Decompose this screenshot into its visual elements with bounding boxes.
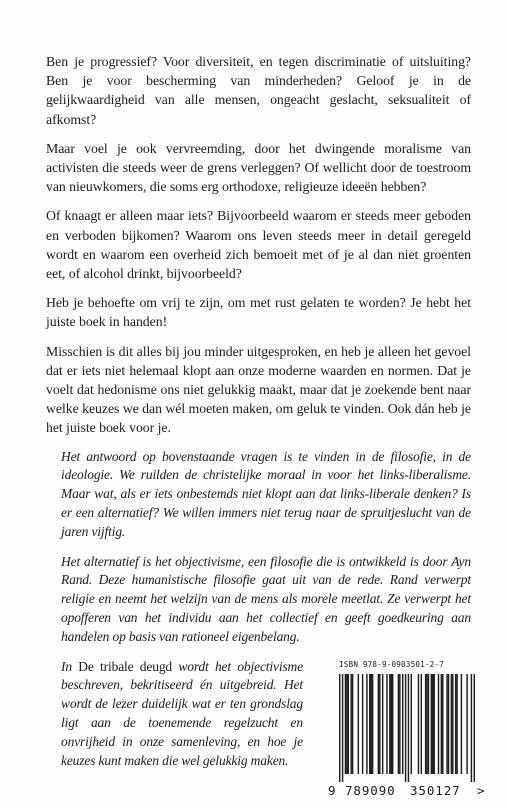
barcode-bar (455, 674, 456, 774)
barcode-bar (411, 674, 412, 774)
barcode-bar (358, 674, 359, 774)
barcode-bar (441, 674, 442, 774)
barcode-bar (466, 674, 467, 774)
barcode-bar (370, 674, 371, 774)
barcode-bar (382, 674, 383, 774)
back-cover (46, 52, 485, 808)
barcode-bar (471, 674, 472, 782)
isbn-barcode (325, 660, 485, 808)
barcode-bar (392, 674, 393, 774)
barcode-bar (339, 674, 340, 782)
barcode-bar (379, 674, 380, 774)
barcode-bar (433, 674, 434, 774)
barcode-bar (391, 674, 392, 774)
barcode-bar (426, 674, 427, 774)
barcode-bar (418, 674, 419, 774)
barcode-bar (438, 674, 439, 774)
barcode-bar (408, 674, 409, 782)
barcode-bar (372, 674, 373, 774)
barcode-bar (461, 674, 462, 774)
barcode-bar (350, 674, 351, 774)
barcode-bar (446, 674, 447, 774)
barcode-bar (348, 674, 349, 774)
barcode-bar (389, 674, 390, 774)
italic-section (61, 448, 471, 647)
barcode-bar (378, 674, 379, 774)
intro-paragraph-5: Misschien is dit alles bij jou minder uitgesproken, en heb je alleen het gevoel dat er iets niet helemaal klopt aan onze moderne waarden en normen. Dat je voelt dat hedonisme ons niet gelukkig maakt, maar dat je zoekende bent naar welke keuzes we dan wél moeten maken, om geluk te vinden. Ook dán heb je het juiste boek voor je. (46, 343, 471, 436)
barcode-bar (451, 674, 452, 774)
intro-paragraph-1: Ben je progressief? Voor diversiteit, en tegen discriminatie of uitsluiting? Ben je voor bescherming van minderheden? Geloof je in de gelijkwaardigheid van alle mensen, ongeacht geslacht, seksualiteit of afkomst? (46, 54, 471, 127)
barcode-bar (399, 674, 400, 774)
barcode-bar (362, 674, 363, 774)
barcode-bar (448, 674, 449, 774)
closing-paragraph (61, 658, 303, 771)
barcode-bar (352, 674, 353, 774)
barcode-bar (432, 674, 433, 774)
barcode-bar (474, 674, 475, 782)
barcode-bar (398, 674, 399, 774)
barcode-bar (345, 674, 346, 774)
closing-text: wordt het objectivisme beschreven, bekritiseerd én uitgebreid. Het wordt de lezer duidelijk wat er ten grondslag ligt aan de toenemende regelzucht en onvrijheid in onze samenleving, en hoe je keuzes kunt maken die wel gelukkig maken. (61, 658, 303, 768)
barcode-bar (431, 674, 432, 774)
barcode-bar (421, 674, 422, 774)
intro-paragraph-3: Of knaagt er alleen maar iets? Bijvoorbeeld waarom er steeds meer geboden en verboden bijkomen? Waarom ons leven steeds meer in detail geregeld wordt en waarom een overheid zich bemoeit met of je al dan niet groenten eet, of alcohol drinkt, bijvoorbeeld? (46, 208, 471, 282)
barcode-bar (425, 674, 426, 774)
barcode-bar (386, 674, 387, 774)
isbn-label: ISBN 978-9-0903501-2-7 (339, 659, 444, 669)
barcode-bar (346, 674, 347, 774)
italic-paragraph-1: Het antwoord op bovenstaande vragen is te vinden in de filosofie, in de ideologie. We ruilden de christelijke moraal in voor het links-liberalisme. Maar wat, als er iets onbestemds niet klopt aan dat links-liberale denken? Is er een alternatief? We willen immers niet terug naar de spruitjeslucht van de jaren vijftig. (61, 448, 471, 539)
barcode-quiet-zone-mark: > (477, 782, 485, 798)
barcode-bars (339, 674, 475, 782)
barcode-bar (342, 674, 343, 782)
barcode-bar (428, 674, 429, 774)
barcode-bar (369, 674, 370, 774)
closing-prefix: In (61, 658, 72, 674)
intro-paragraph-2: Maar voel je ook vervreemding, door het dwingende moralisme van activisten die steeds weer de grens verleggen? Of wellicht door de toestroom van nieuwkomers, die soms erg orthodoxe, religieuze ideeën hebben? (46, 140, 471, 195)
italic-paragraph-2: Het alternatief is het objectivisme, een filosofie die is ontwikkeld is door Ayn Rand. Deze humanistische filosofie gaat uit van de rede. Rand verwerpt religie en neemt het welzijn van de mens als morele meetlat. Ze verwerpt het opofferen van het individu aan het collectief en geeft goedkeuring aan handelen op basis van rationeel eigenbelang. (61, 553, 471, 644)
barcode-digit-first: 9 (328, 782, 336, 798)
barcode-bar (402, 674, 403, 774)
barcode-bar (405, 674, 406, 782)
barcode-bar (452, 674, 453, 774)
intro-paragraph-4: Heb je behoefte om vrij te zijn, om met rust gelaten te worden? Je hebt het juiste boek in handen! (46, 295, 471, 330)
barcode-bar (366, 674, 367, 774)
barcode-digits-right: 350127 (410, 782, 461, 798)
barcode-bar (456, 674, 457, 774)
bottom-section (61, 658, 485, 808)
barcode-digits-left: 789090 (345, 782, 396, 798)
book-title: De tribale deugd (78, 658, 173, 674)
barcode-bar (442, 674, 443, 774)
